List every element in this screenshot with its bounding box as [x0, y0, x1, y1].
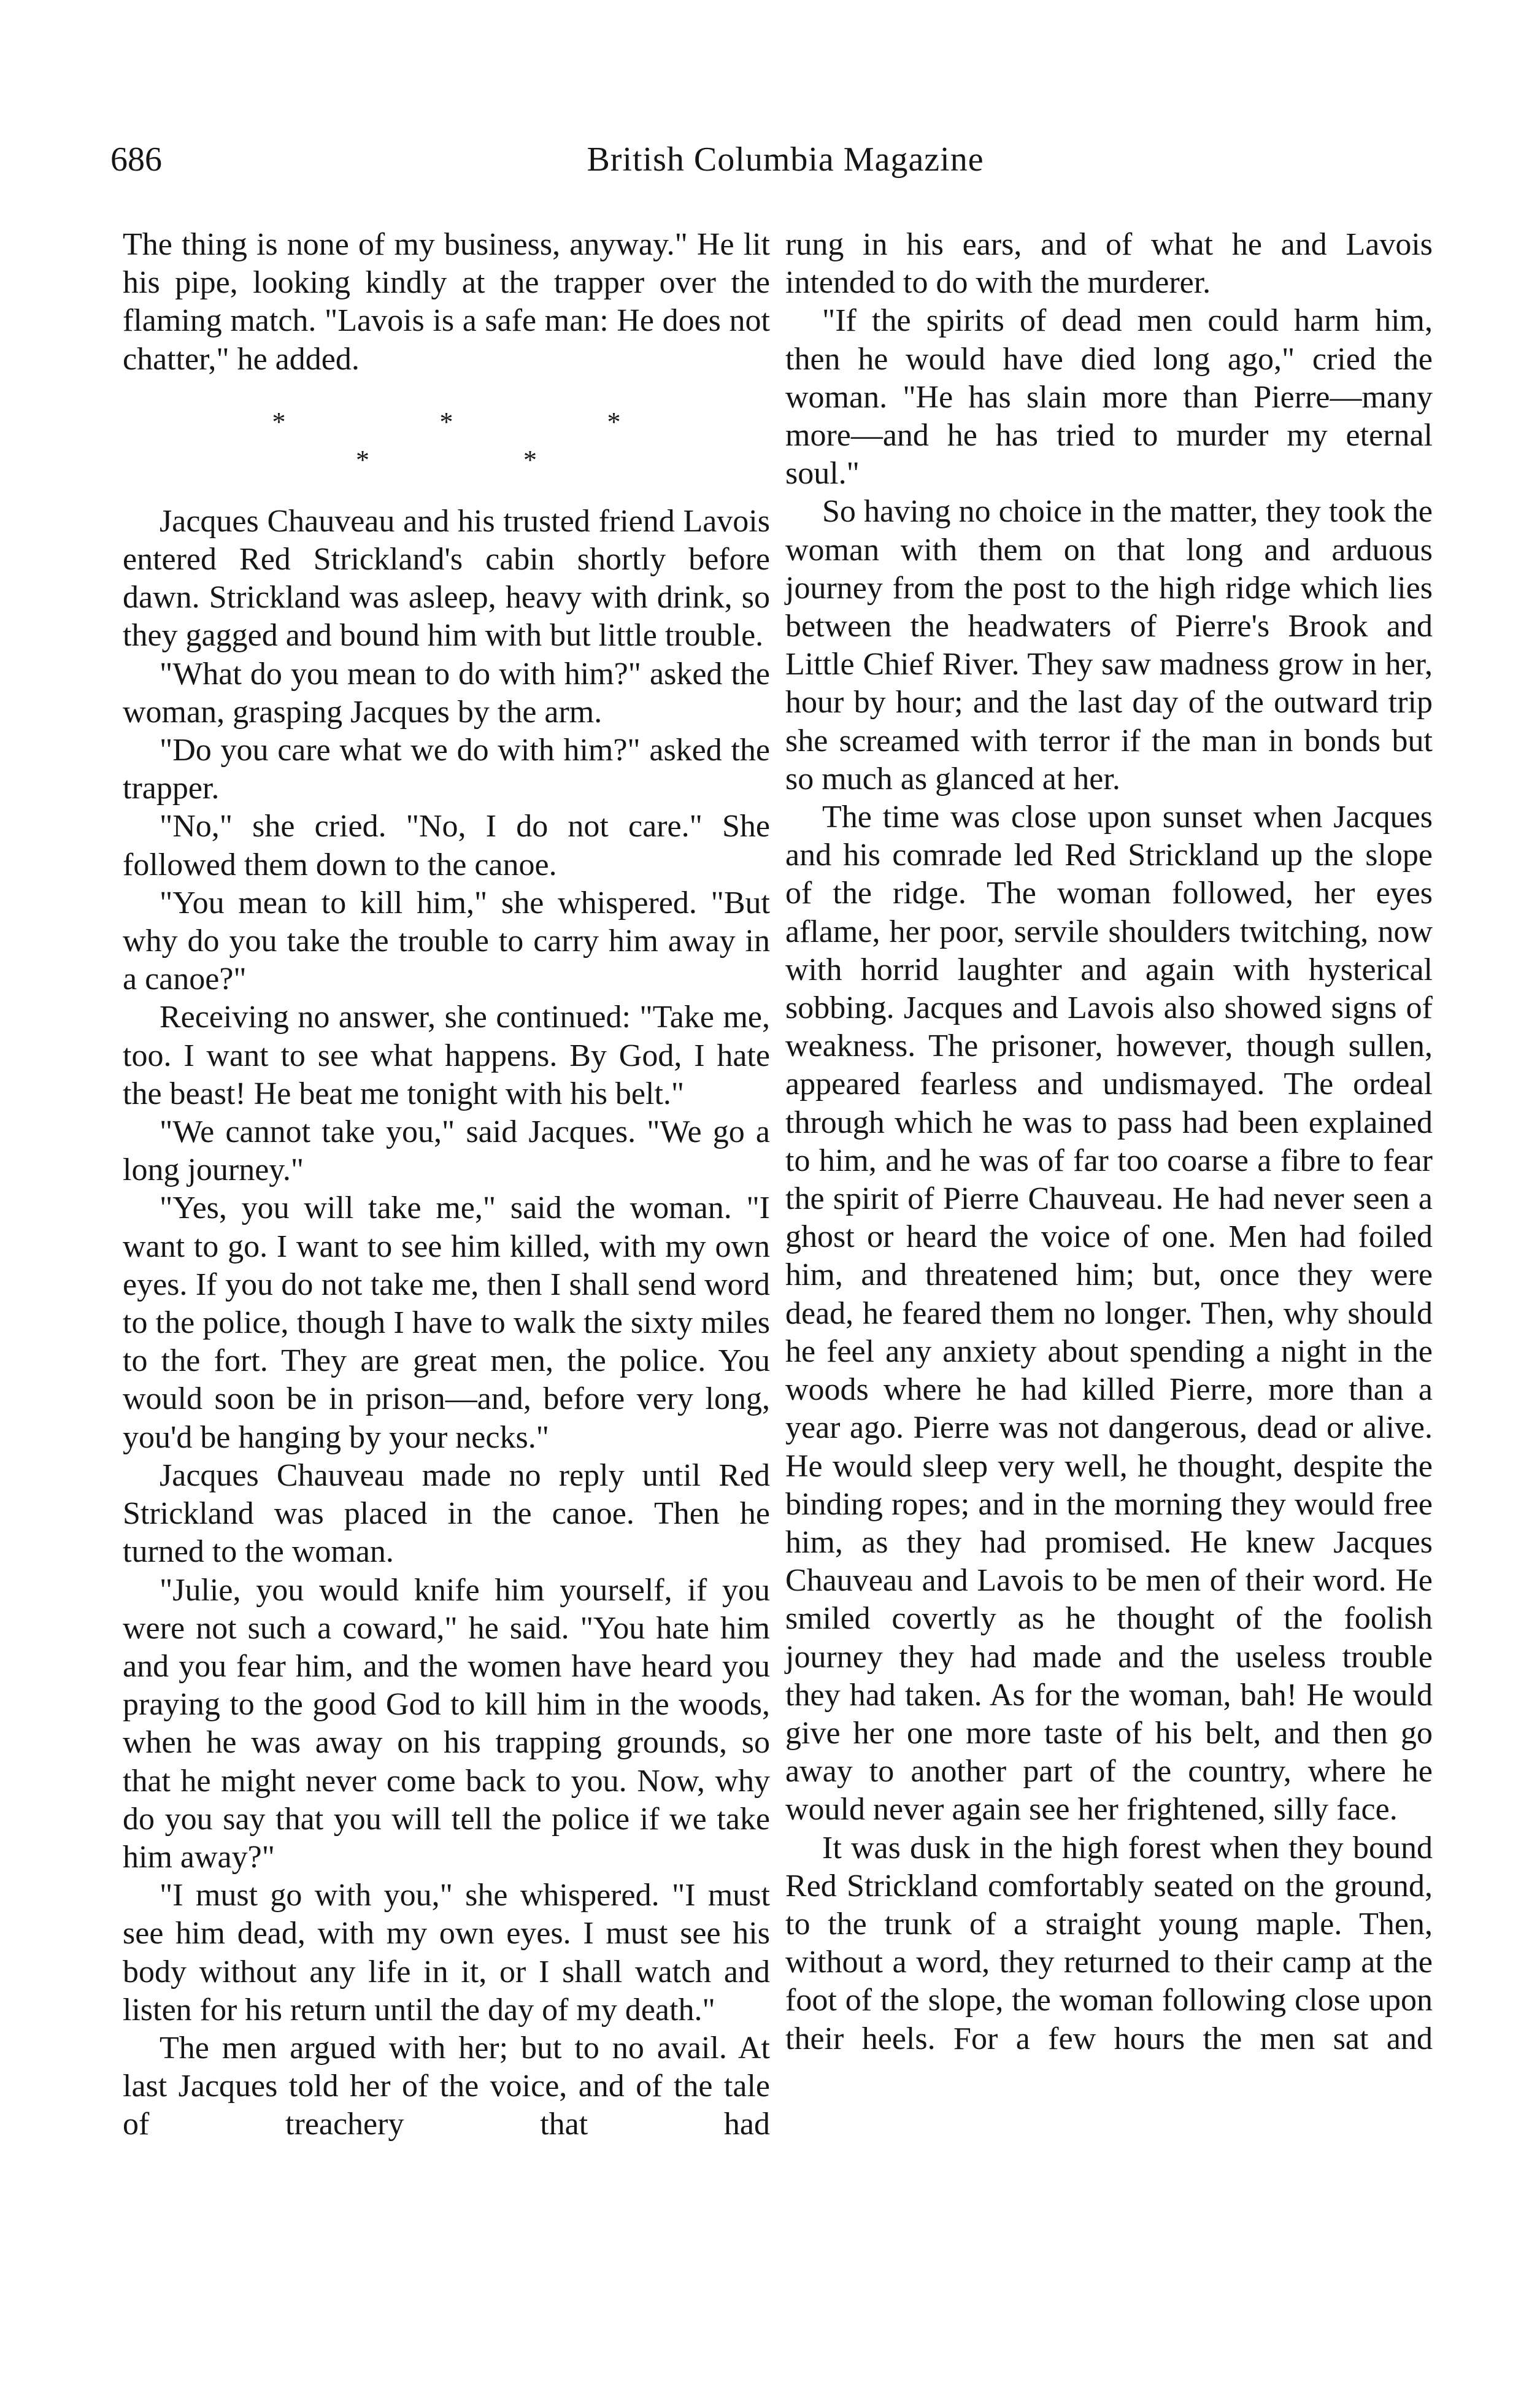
paragraph: "If the spirits of dead men could harm him, then he would have died long ago," cried the woman. "He has slain more than Pierre—many more—and he has tried to murder my eternal soul."	[785, 303, 1433, 492]
paragraph: "No," she cried. "No, I do not care." She followed them down to the canoe.	[123, 809, 770, 882]
paragraph: "What do you mean to do with him?" asked the woman, grasping Jacques by the arm.	[123, 656, 770, 730]
running-title: British Columbia Magazine	[587, 141, 984, 179]
right-column	[785, 226, 1433, 2058]
paragraph: rung in his ears, and of what he and Lavois intended to do with the murderer.	[785, 227, 1433, 301]
left-column	[123, 226, 770, 2144]
paragraph: "Yes, you will take me," said the woman. "I want to go. I want to see him killed, with my own eyes. If you do not take me, then I shall send word to the police, though I have to walk the sixty miles to the fort. They are great men, the police. You would soon be in prison—and, before very long, you'd be hanging by your necks."	[123, 1190, 770, 1455]
paragraph: "You mean to kill him," she whispered. "But why do you take the trouble to carry him away in a canoe?"	[123, 885, 770, 997]
page-number: 686	[110, 141, 162, 179]
paragraph: It was dusk in the high forest when they bound Red Strickland comfortably seated on the ground, to the trunk of a straight young maple. Then, without a word, they returned to their camp at the foot of the slope, the woman following close upon their heels. For a few hours the men sat and	[785, 1830, 1433, 2056]
paragraph: Jacques Chauveau and his trusted friend Lavois entered Red Strickland's cabin shortly before dawn. Strickland was asleep, heavy with drink, so they gagged and bound him with but little trouble.	[123, 503, 770, 654]
paragraph: "Julie, you would knife him yourself, if you were not such a coward," he said. "You hate him and you fear him, and the women have heard you praying to the good God to kill him in the woods, when he was away on his trapping grounds, so that he might never come back to you. Now, why do you say that you will tell the police if we take him away?"	[123, 1572, 770, 1875]
paragraph: The men argued with her; but to no avail. At last Jacques told her of the voice, and of the tale of treachery that had	[123, 2030, 770, 2142]
section-break: * * * * *	[272, 406, 695, 475]
paragraph: So having no choice in the matter, they took the woman with them on that long and arduous journey from the post to the high ridge which lies between the headwaters of Pierre's Brook and Little Chief River. They saw madness grow in her, hour by hour; and the last day of the outward trip she screamed with terror if the man in bonds but so much as glanced at her.	[785, 494, 1433, 797]
paragraph: Jacques Chauveau made no reply until Red Strickland was placed in the canoe. Then he turned to the woman.	[123, 1457, 770, 1570]
paragraph: The time was close upon sunset when Jacques and his comrade led Red Strickland up the slope of the ridge. The woman followed, her eyes aflame, her poor, servile shoulders twitching, now with horrid laughter and again with hysterical sobbing. Jacques and Lavois also showed signs of weakness. The prisoner, however, though sullen, appeared fearless and undismayed. The ordeal through which he was to pass had been explained to him, and he was of far too coarse a fibre to fear the spirit of Pierre Chauveau. He had never seen a ghost or heard the voice of one. Men had foiled him, and threatened him; but, once they were dead, he feared them no longer. Then, why should he feel any anxiety about spending a night in the woods where he had killed Pierre, more than a year ago. Pierre was not dangerous, dead or alive. He would sleep very well, he thought, despite the binding ropes; and in the morning they would free him, as they had promised. He knew Jacques Chauveau and Lavois to be men of their word. He smiled covertly as he thought of the foolish journey they had made and the useless trouble they had taken. As for the woman, bah! He would give her one more taste of his belt, and then go away to another part of the country, where he would never again see her frightened, silly face.	[785, 800, 1433, 1827]
paragraph: The thing is none of my business, anyway." He lit his pipe, looking kindly at the trapper over the flaming match. "Lavois is a safe man: He does not chatter," he added.	[123, 227, 770, 377]
paragraph: "We cannot take you," said Jacques. "We go a long journey."	[123, 1114, 770, 1188]
paragraph: Receiving no answer, she continued: "Take me, too. I want to see what happens. By God, I hate the beast! He beat me tonight with his belt."	[123, 1000, 770, 1111]
paragraph: "I must go with you," she whispered. "I must see him dead, with my own eyes. I must see his body without any life in it, or I shall watch and listen for his return until the day of my death."	[123, 1878, 770, 2028]
paragraph: "Do you care what we do with him?" asked the trapper.	[123, 733, 770, 806]
